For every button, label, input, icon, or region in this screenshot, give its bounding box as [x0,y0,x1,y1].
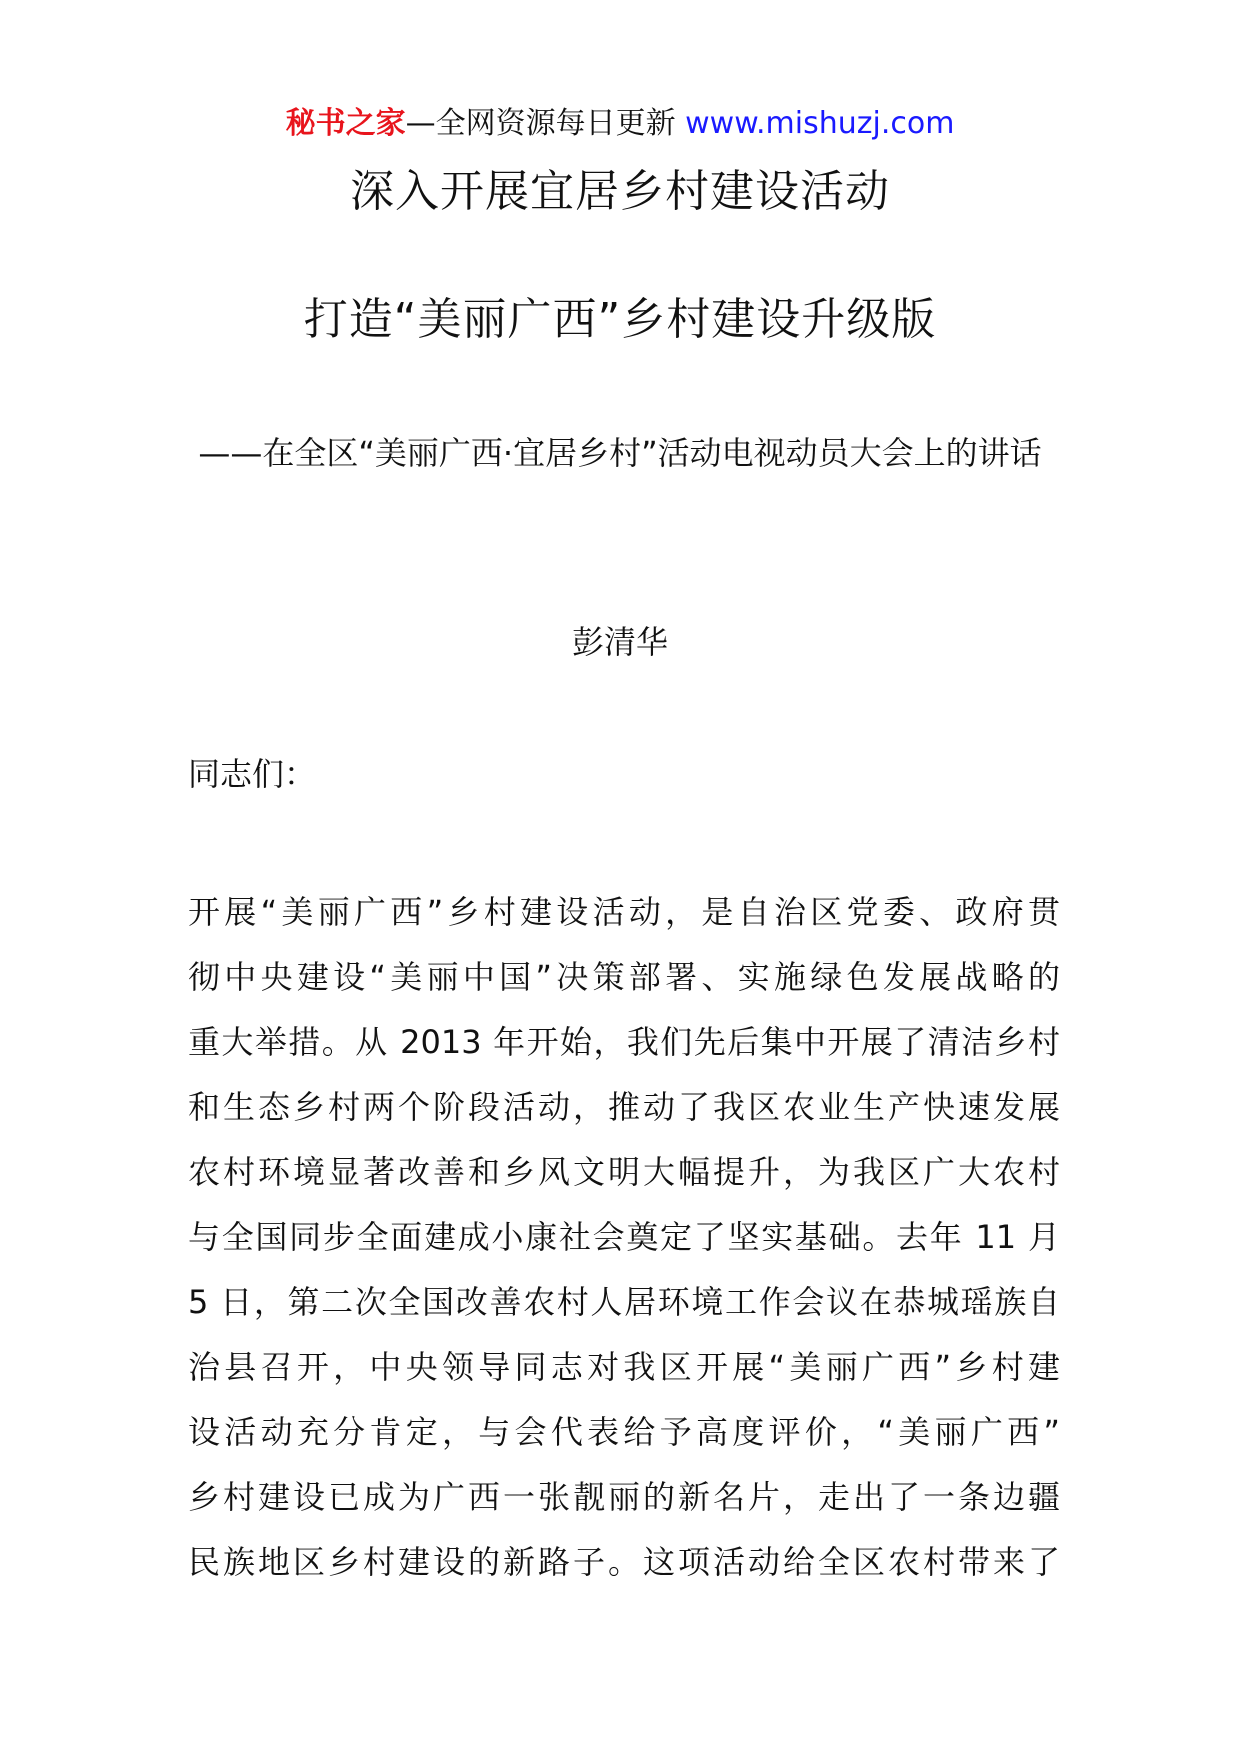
document-title-line-2: 打造“美丽广西”乡村建设升级版 [303,294,937,345]
paragraph-line: 和生态乡村两个阶段活动，推动了我区农业生产快速发展 [188,1088,1060,1126]
paragraph-line: 重大举措。从 2013 年开始，我们先后集中开展了清洁乡村 [188,1023,1060,1061]
paragraph-line: 设活动充分肯定，与会代表给予高度评价，“美丽广西” [188,1413,1060,1451]
paragraph-line: 农村环境显著改善和乡风文明大幅提升，为我区广大农村 [188,1153,1060,1191]
site-url-link[interactable]: www.mishuzj.com [685,106,955,141]
salutation: 同志们： [188,755,317,793]
paragraph-line: 开展“美丽广西”乡村建设活动，是自治区党委、政府贯 [188,893,1060,931]
site-header [0,104,1240,144]
paragraph-line: 乡村建设已成为广西一张靓丽的新名片，走出了一条边疆 [188,1478,1060,1516]
header-tagline: —全网资源每日更新 [405,106,686,141]
paragraph-line: 彻中央建设“美丽中国”决策部署、实施绿色发展战略的 [188,958,1060,996]
document-title-line-1: 深入开展宜居乡村建设活动 [350,166,890,217]
paragraph-line: 民族地区乡村建设的新路子。这项活动给全区农村带来了 [188,1543,1060,1581]
body-paragraph [188,880,1060,1595]
paragraph-line: 与全国同步全面建成小康社会奠定了坚实基础。去年 11 月 [188,1218,1060,1256]
author-name: 彭清华 [571,623,668,661]
brand-name: 秘书之家 [285,106,406,141]
paragraph-line: 治县召开，中央领导同志对我区开展“美丽广西”乡村建 [188,1348,1060,1386]
document-subtitle: ——在全区“美丽广西·宜居乡村”活动电视动员大会上的讲话 [198,434,1042,472]
paragraph-line: 5 日，第二次全国改善农村人居环境工作会议在恭城瑶族自 [188,1283,1060,1321]
